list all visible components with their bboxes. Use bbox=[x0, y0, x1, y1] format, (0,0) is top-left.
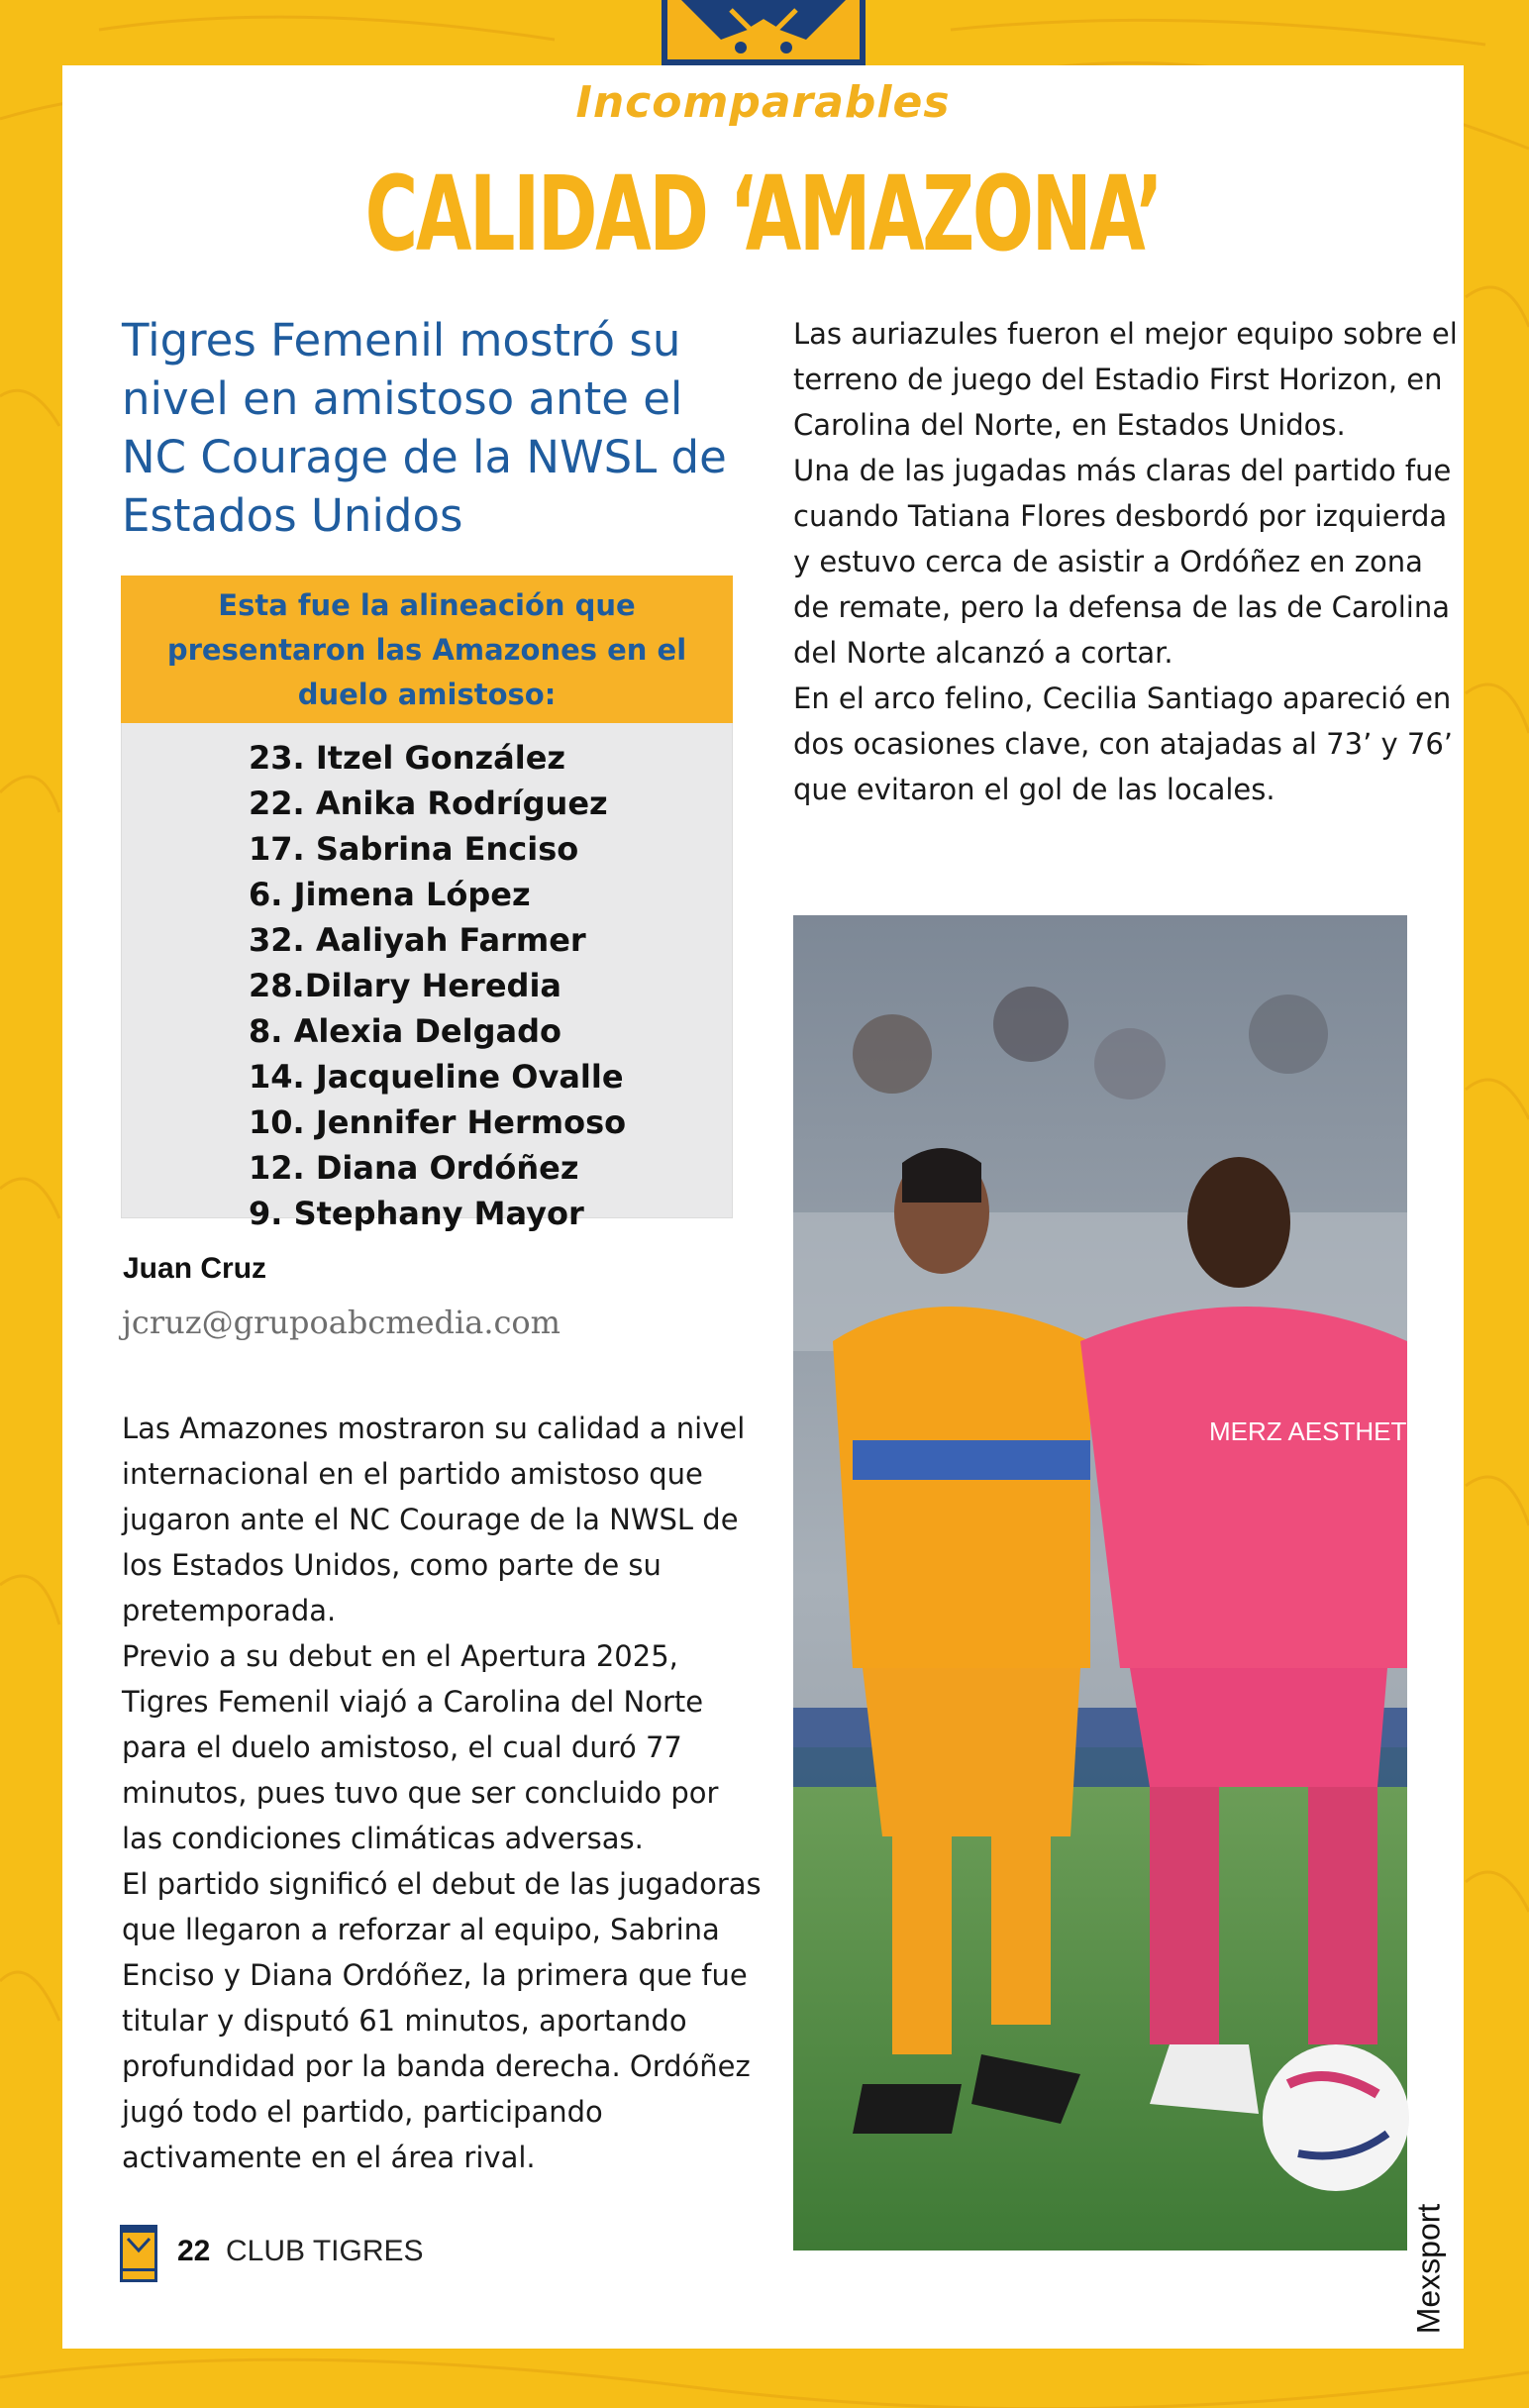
tiger-crest-logo bbox=[662, 0, 866, 65]
author-name: Juan Cruz bbox=[123, 1252, 267, 1285]
paragraph: Las auriazules fueron el mejor equipo sobre el terreno de juego del Estadio First Horizon, en Carolina del Norte, en Estados Unidos. bbox=[793, 317, 1458, 442]
section-kicker: Incomparables bbox=[575, 77, 951, 128]
lineup-player: 9. Stephany Mayor bbox=[249, 1195, 584, 1232]
lineup-player: 28.Dilary Heredia bbox=[249, 967, 561, 1004]
paragraph: El partido significó el debut de las jugadoras que llegaron a reforzar al equipo, Sabrina Enciso y Diana Ordóñez, la primera que fue titular y disputó 61 minutos, aportando profundidad por la banda derecha. Ordóñez jugó todo el partido, participando activamente en el área rival. bbox=[122, 1867, 762, 2174]
headline: CALIDAD ‘AMAZONA’ bbox=[364, 154, 1162, 274]
publication-name: CLUB TIGRES bbox=[226, 2235, 424, 2267]
paragraph: Una de las jugadas más claras del partido fue cuando Tatiana Flores desbordó por izquierda y estuvo cerca de asistir a Ordóñez en zona de remate, pero la defensa de las de Carolina del Norte alcanzó a cortar. bbox=[793, 454, 1452, 670]
lineup-player: 10. Jennifer Hermoso bbox=[249, 1103, 627, 1141]
lineup-heading: Esta fue la alineación que presentaron las Amazones en el duelo amistoso: bbox=[121, 576, 733, 723]
lineup-player: 14. Jacqueline Ovalle bbox=[249, 1058, 624, 1096]
lineup-list bbox=[121, 723, 733, 1232]
lineup-player: 6. Jimena López bbox=[249, 876, 531, 913]
page-number: 22 bbox=[177, 2235, 211, 2267]
lineup-player: 23. Itzel González bbox=[249, 739, 566, 777]
paragraph: Las Amazones mostraron su calidad a nivel internacional en el partido amistoso que jugaron ante el NC Courage de la NWSL de los Estados Unidos, como parte de su pretemporada. bbox=[122, 1412, 746, 1627]
lineup-player: 22. Anika Rodríguez bbox=[249, 785, 608, 822]
lineup-player: 17. Sabrina Enciso bbox=[249, 830, 579, 868]
paragraph: En el arco felino, Cecilia Santiago apareció en dos ocasiones clave, con atajadas al 73’ y 76’ que evitaron el gol de las locales. bbox=[793, 681, 1454, 806]
photo-credit bbox=[1405, 2185, 1455, 2363]
lineup-player: 8. Alexia Delgado bbox=[249, 1012, 561, 1050]
article-body-left bbox=[122, 1406, 765, 2180]
photo-credit-text: Mexsport bbox=[1410, 2203, 1447, 2335]
match-photo bbox=[793, 915, 1450, 2251]
lineup-player: 32. Aaliyah Farmer bbox=[249, 921, 586, 959]
lineup-player: 12. Diana Ordóñez bbox=[249, 1149, 579, 1187]
article-body-right bbox=[793, 311, 1459, 812]
paragraph: Previo a su debut en el Apertura 2025, Tigres Femenil viajó a Carolina del Norte para el duelo amistoso, el cual duró 77 minutos, pues tuvo que ser concluido por las condiciones climáticas adversas. bbox=[122, 1639, 719, 1855]
article-page bbox=[62, 65, 1464, 2349]
tigres-logo-icon bbox=[120, 2225, 157, 2282]
author-email[interactable]: jcruz@grupoabcmedia.com bbox=[122, 1304, 561, 1341]
jersey-text: MERZ AESTHETICS bbox=[1209, 1416, 1450, 1446]
lineup-box bbox=[121, 576, 733, 1232]
subheadline: Tigres Femenil mostró su nivel en amistoso ante el NC Courage de la NWSL de Estados Unidos bbox=[122, 314, 727, 542]
